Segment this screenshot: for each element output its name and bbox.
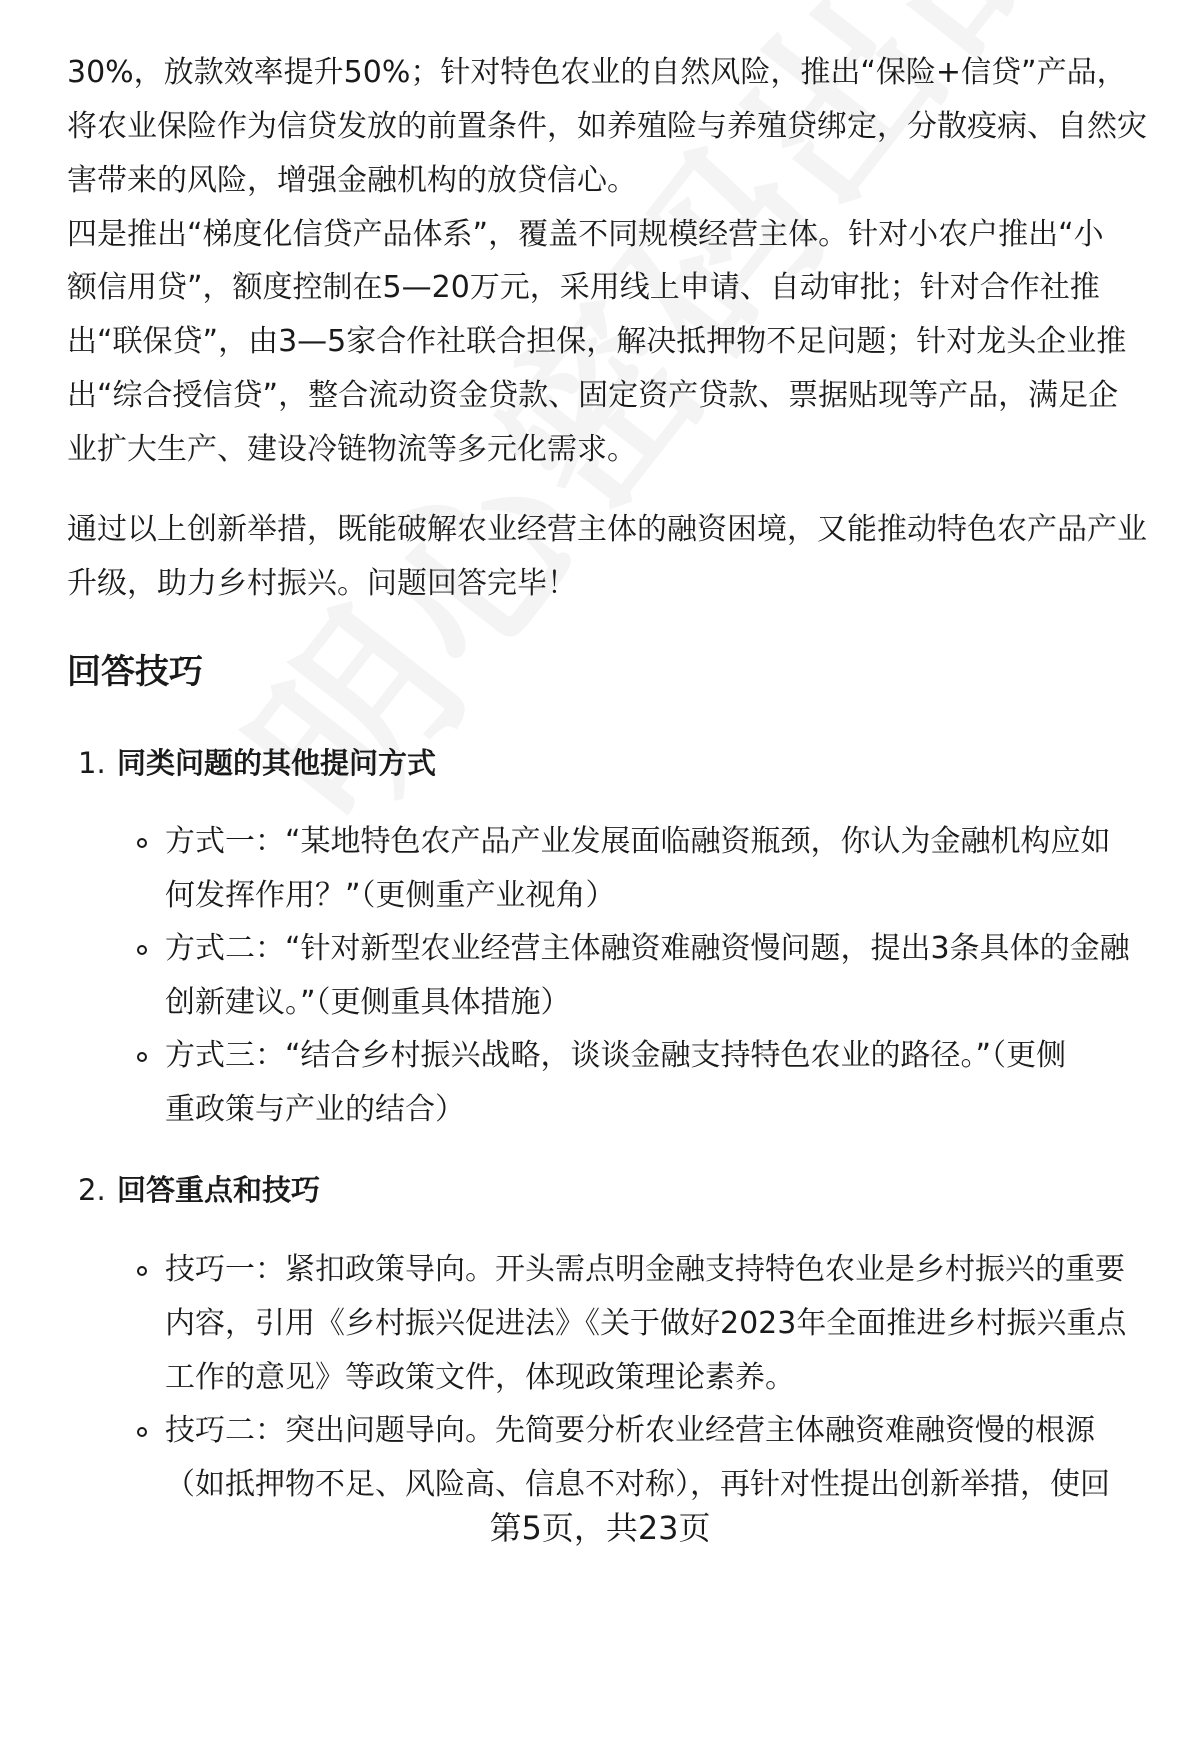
paragraph-line: 四是推出“梯度化信贷产品体系”，覆盖不同规模经营主体。针对小农户推出“小 xyxy=(67,217,1104,252)
paragraph-line: 将农业保险作为信贷发放的前置条件，如养殖险与养殖贷绑定，分散疫病、自然灾 xyxy=(67,109,1147,144)
list-number: 1. xyxy=(78,746,106,780)
bullet-icon xyxy=(137,1427,147,1437)
paragraph-line: 业扩大生产、建设冷链物流等多元化需求。 xyxy=(67,432,637,467)
paragraph-line: 30%，放款效率提升50%；针对特色农业的自然风险，推出“保险+信贷”产品， xyxy=(67,55,1127,90)
section-title: 回答技巧 xyxy=(67,652,203,692)
list-item-line: 重政策与产业的结合） xyxy=(165,1092,465,1127)
conclusion-line: 升级，助力乡村振兴。问题回答完毕！ xyxy=(67,566,577,601)
list-item-line: 方式三：“结合乡村振兴战略，谈谈金融支持特色农业的路径。”（更侧 xyxy=(165,1038,1067,1073)
paragraph-line: 额信用贷”，额度控制在5—20万元，采用线上申请、自动审批；针对合作社推 xyxy=(67,270,1100,305)
list-item-line: 技巧一：紧扣政策导向。开头需点明金融支持特色农业是乡村振兴的重要 xyxy=(165,1252,1125,1287)
paragraph-line: 出“综合授信贷”，整合流动资金贷款、固定资产贷款、票据贴现等产品，满足企 xyxy=(67,378,1119,413)
bullet-icon xyxy=(137,1266,147,1276)
list-title: 回答重点和技巧 xyxy=(117,1173,321,1207)
conclusion-line: 通过以上创新举措，既能破解农业经营主体的融资困境，又能推动特色农产品产业 xyxy=(67,512,1147,547)
list-item-line: 方式二：“针对新型农业经营主体融资难融资慢问题，提出3条具体的金融 xyxy=(165,931,1130,966)
bullet-icon xyxy=(137,945,147,955)
page-number: 第5页，共23页 xyxy=(489,1509,711,1547)
list-item-line: （如抵押物不足、风险高、信息不对称），再针对性提出创新举措，使回 xyxy=(165,1467,1110,1502)
list-title: 同类问题的其他提问方式 xyxy=(117,746,437,780)
list-number: 2. xyxy=(78,1173,106,1207)
list-item-line: 内容，引用《乡村振兴促进法》《关于做好2023年全面推进乡村振兴重点 xyxy=(165,1306,1127,1341)
paragraph-line: 出“联保贷”，由3—5家合作社联合担保，解决抵押物不足问题；针对龙头企业推 xyxy=(67,324,1127,359)
list-item-line: 何发挥作用？”（更侧重产业视角） xyxy=(165,878,616,913)
list-item-line: 创新建议。”（更侧重具体措施） xyxy=(165,985,571,1020)
list-item-line: 方式一：“某地特色农产品产业发展面临融资瓶颈，你认为金融机构应如 xyxy=(165,824,1111,859)
paragraph-line: 害带来的风险，增强金融机构的放贷信心。 xyxy=(67,163,637,198)
bullet-icon xyxy=(137,838,147,848)
list-item-line: 工作的意见》等政策文件，体现政策理论素养。 xyxy=(165,1360,795,1395)
bullet-icon xyxy=(137,1052,147,1062)
list-item-line: 技巧二：突出问题导向。先简要分析农业经营主体融资难融资慢的根源 xyxy=(165,1413,1095,1448)
